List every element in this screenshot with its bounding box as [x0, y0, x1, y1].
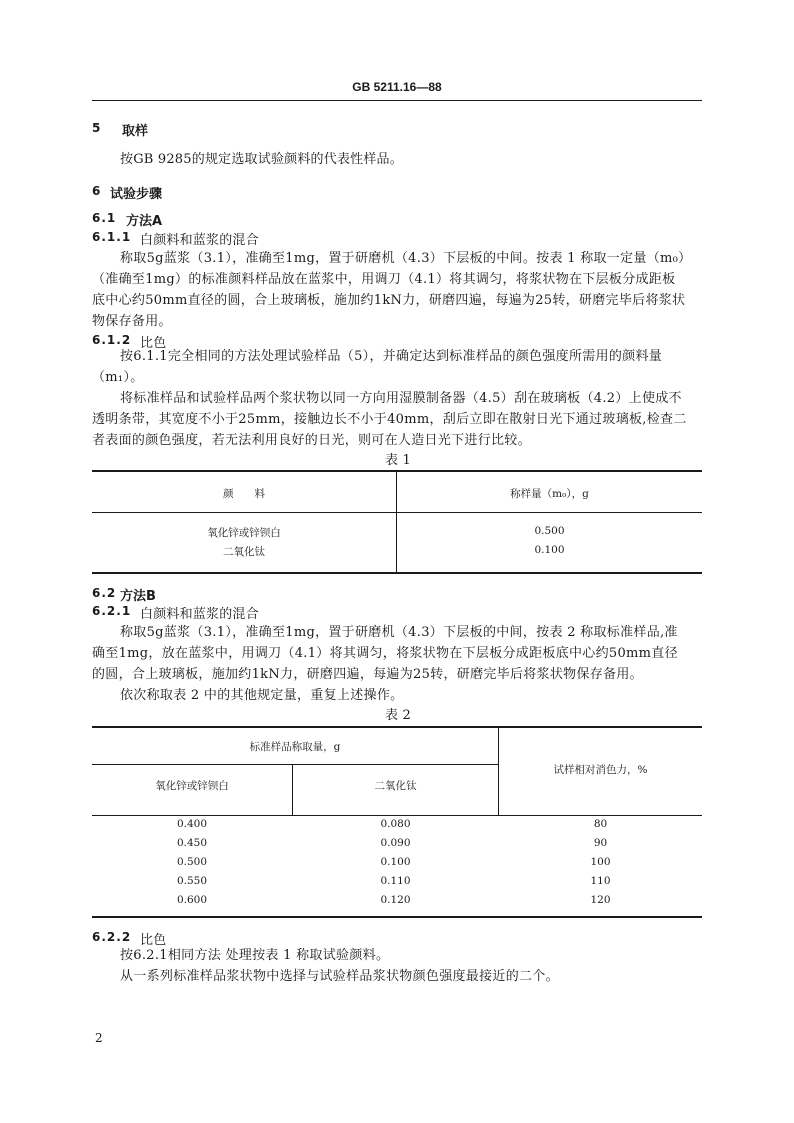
paragraph-line: 底中心约50mm直径的圆，合上玻璃板，施加约1kN力，研磨四遍，每遍为25转，研磨完毕后将浆状 — [92, 293, 686, 308]
section-6-title: 试验步骤 — [110, 187, 163, 202]
section-6-1-1-paragraph — [92, 248, 704, 332]
paragraph-line: 从一系列标准样品浆状物中选择与试验样品浆状物颜色强度最接近的二个。 — [120, 969, 559, 984]
paragraph-line: （准确至1mg）的标准颜料样品放在蓝浆中，用调刀（4.1）将其调匀，将浆状物在下层板分成距板 — [92, 272, 676, 287]
paragraph-line: 的圆，合上玻璃板，施加约1kN力，研磨四遍，每遍为25转，研磨完毕后将浆状物保存备用。 — [92, 667, 643, 682]
section-6-number: 6 — [92, 184, 102, 198]
table-row: 0.080 — [380, 818, 411, 830]
section-5-number: 5 — [92, 121, 102, 135]
table-2-subheader-titanium: 二氧化钛 — [374, 780, 417, 792]
section-6-1-2-number: 6.1.2 — [92, 333, 132, 347]
section-6-1-1-number: 6.1.1 — [92, 230, 132, 244]
section-6-2-2-paragraph — [92, 945, 704, 987]
header-rule — [92, 100, 702, 101]
standard-code-header: GB 5211.16—88 — [352, 80, 442, 94]
table-1-header-rule — [92, 512, 702, 513]
table-row: 0.100 — [534, 544, 565, 556]
section-6-2-2-number: 6.2.2 — [92, 930, 132, 944]
table-row: 100 — [590, 856, 611, 868]
table-1-bottom-rule — [92, 572, 702, 574]
section-6-1-2-title: 比色 — [140, 336, 167, 351]
section-6-1-title: 方法A — [126, 214, 163, 229]
table-row: 0.400 — [176, 818, 208, 830]
paragraph-line: 将标准样品和试验样品两个浆状物以同一方向用湿膜制备器（4.5）刮在玻璃板（4.2）上使成不 — [120, 391, 682, 406]
paragraph-line: 确至1mg，放在蓝浆中，用调刀（4.1）将其调匀，将浆状物在下层板分成距板底中心约50mm直径 — [92, 646, 678, 661]
table-row: 0.110 — [380, 875, 411, 887]
paragraph-line: 者表面的颜色强度，若无法利用良好的日光，则可在人造日光下进行比较。 — [92, 433, 531, 448]
paragraph-line: （m₁）。 — [92, 370, 144, 385]
table-row: 氧化锌或锌钡白 — [207, 527, 281, 539]
table-2-top-rule — [92, 726, 702, 728]
section-6-2-1-number: 6.2.1 — [92, 604, 132, 618]
paragraph-line: 物保存备用。 — [92, 314, 172, 329]
paragraph-line: 按6.2.1相同方法 处理按表 1 称取试验颜料。 — [120, 948, 390, 963]
table-2-group-header: 标准样品称取量，g — [249, 741, 341, 753]
section-6-1-1-title: 白颜料和蓝浆的混合 — [140, 233, 259, 248]
table-1-top-rule — [92, 470, 702, 472]
paragraph-line: 依次称取表 2 中的其他规定量，重复上述操作。 — [120, 688, 404, 703]
table-row: 120 — [590, 894, 611, 906]
table-row: 0.120 — [380, 894, 411, 906]
table-row: 0.500 — [176, 856, 208, 868]
section-6-2-number: 6.2 — [92, 586, 117, 600]
table-2-subheader-zinc: 氧化锌或锌钡白 — [155, 780, 229, 792]
table-2-header-rule — [92, 815, 702, 816]
section-6-2-2-title: 比色 — [140, 933, 167, 948]
section-6-1-2-paragraph — [92, 346, 704, 451]
section-6-2-1-paragraph — [92, 622, 704, 706]
table-1-header-weight: 称样量（m₀），g — [510, 488, 589, 500]
table-1-header-pigment: 颜 料 — [223, 488, 265, 500]
section-5-title: 取样 — [122, 124, 149, 139]
paragraph-line: 透明条带，其宽度不小于25mm，接触边长不小于40mm，刮后立即在散射日光下通过玻璃板,检查二 — [92, 412, 687, 427]
table-2-right-header: 试样相对消色力，% — [553, 764, 648, 776]
table-2-bottom-rule — [92, 916, 702, 918]
table-row: 90 — [593, 837, 608, 849]
paragraph-line: 称取5g蓝浆（3.1），准确至1mg，置于研磨机（4.3）下层板的中间。按表 1 称取一定量（m₀） — [120, 251, 692, 266]
section-6-2-1-title: 白颜料和蓝浆的混合 — [140, 607, 259, 622]
paragraph-line: 称取5g蓝浆（3.1），准确至1mg，置于研磨机（4.3）下层板的中间，按表 2 称取标准样品,准 — [120, 625, 678, 640]
table-1-caption: 表 1 — [385, 453, 412, 468]
table-row: 0.100 — [380, 856, 411, 868]
section-6-2-title: 方法B — [120, 589, 156, 604]
table-row: 80 — [593, 818, 608, 830]
table-2-group-rule — [92, 764, 498, 765]
table-row: 0.090 — [380, 837, 411, 849]
table-row: 0.450 — [176, 837, 208, 849]
section-6-1-number: 6.1 — [92, 211, 117, 225]
table-2-caption: 表 2 — [385, 708, 412, 723]
table-row: 110 — [590, 875, 611, 887]
page-number: 2 — [95, 1031, 103, 1045]
paragraph-line: 按6.1.1完全相同的方法处理试验样品（5），并确定达到标准样品的颜色强度所需用的颜料量 — [120, 349, 663, 364]
table-row: 0.600 — [176, 894, 208, 906]
table-row: 0.550 — [176, 875, 208, 887]
table-row: 二氧化钛 — [223, 546, 265, 558]
table-row: 0.500 — [534, 525, 565, 537]
section-5-text: 按GB 9285的规定选取试验颜料的代表性样品。 — [120, 152, 403, 167]
